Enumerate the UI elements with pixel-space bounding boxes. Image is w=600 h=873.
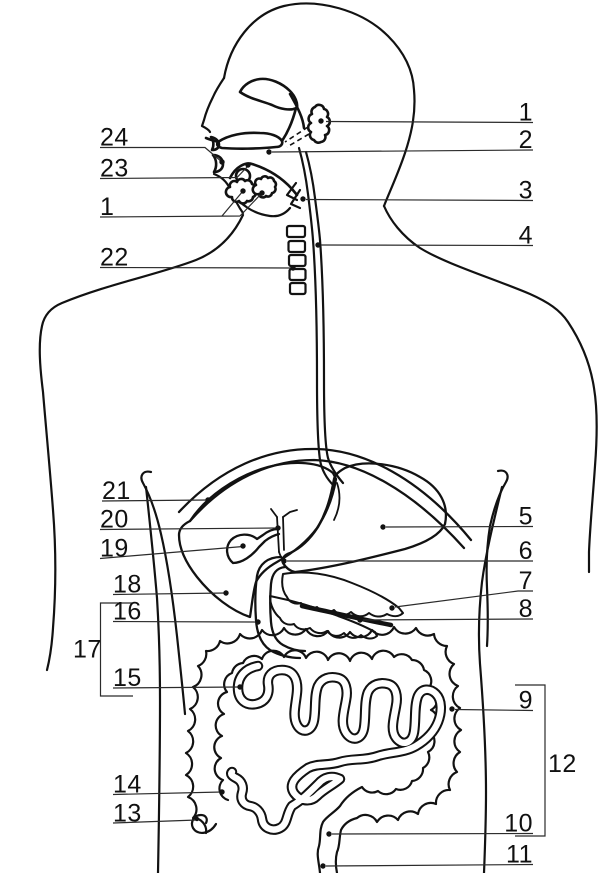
stomach xyxy=(282,463,446,572)
callout-number-right-11: 11 xyxy=(506,840,533,869)
small-intestine-coils-lumen xyxy=(231,666,441,830)
nasal-cavity xyxy=(240,79,297,110)
leader-left-22 xyxy=(100,268,293,269)
upper-lip xyxy=(211,137,219,150)
throat-structures xyxy=(287,148,343,486)
callout-number-left-24: 24 xyxy=(100,123,129,152)
leader-right-8 xyxy=(363,619,533,620)
leader-right-5 xyxy=(386,527,533,528)
callout-number-left-20: 20 xyxy=(100,505,129,534)
cricoid-cartilage xyxy=(287,226,305,237)
callout-number-right-9: 9 xyxy=(518,686,533,715)
callout-number-right-7: 7 xyxy=(518,567,533,595)
callout-number-right-8: 8 xyxy=(518,595,533,623)
callout-number-left-22: 22 xyxy=(100,243,129,272)
callout-number-left-23: 23 xyxy=(100,154,129,183)
leader-right-1 xyxy=(326,122,533,123)
callout-number-right-4: 4 xyxy=(518,221,533,250)
callout-number-left-14: 14 xyxy=(113,770,142,799)
hard-palate xyxy=(217,133,282,149)
right-shoulder-arm-outer xyxy=(384,206,597,572)
callout-number-right-3: 3 xyxy=(518,176,533,205)
callout-number-right-1: 1 xyxy=(518,98,533,127)
callout-number-left-18: 18 xyxy=(113,570,142,599)
callout-number-left-13: 13 xyxy=(113,799,142,828)
callout-number-right-5: 5 xyxy=(518,502,533,531)
callout-number-left-17: 17 xyxy=(73,635,102,664)
leader-right-3 xyxy=(306,200,533,201)
left-torso-side xyxy=(146,487,160,873)
maxilla-back-line xyxy=(282,108,296,141)
leader-right-2 xyxy=(272,150,533,152)
parotid-gland xyxy=(308,105,330,143)
mouth-structures xyxy=(206,79,330,204)
leader-right-11 xyxy=(326,865,533,867)
number-labels xyxy=(73,99,577,869)
leader-right-4 xyxy=(321,245,533,246)
right-torso-side xyxy=(479,487,502,873)
callout-number-right-12: 12 xyxy=(548,750,577,778)
callout-number-left-1: 1 xyxy=(100,193,115,221)
callout-number-right-10: 10 xyxy=(504,809,533,838)
small-intestine xyxy=(231,666,441,830)
duodenum-inner-wall xyxy=(270,567,305,651)
leader-lines xyxy=(100,122,545,867)
abdominal-organs xyxy=(179,449,471,658)
leader-right-10 xyxy=(332,834,533,835)
callout-number-left-16: 16 xyxy=(113,597,142,626)
pancreas-body xyxy=(282,572,403,616)
callout-number-right-6: 6 xyxy=(518,537,533,565)
leader-right-7 xyxy=(395,591,533,607)
callout-number-left-19: 19 xyxy=(100,534,129,563)
callout-number-left-21: 21 xyxy=(102,477,131,505)
callout-number-right-2: 2 xyxy=(518,126,533,154)
large-intestine xyxy=(186,627,461,873)
esophagus-right-wall xyxy=(320,240,343,483)
callout-number-left-15: 15 xyxy=(113,664,142,692)
face-profile xyxy=(202,78,224,132)
